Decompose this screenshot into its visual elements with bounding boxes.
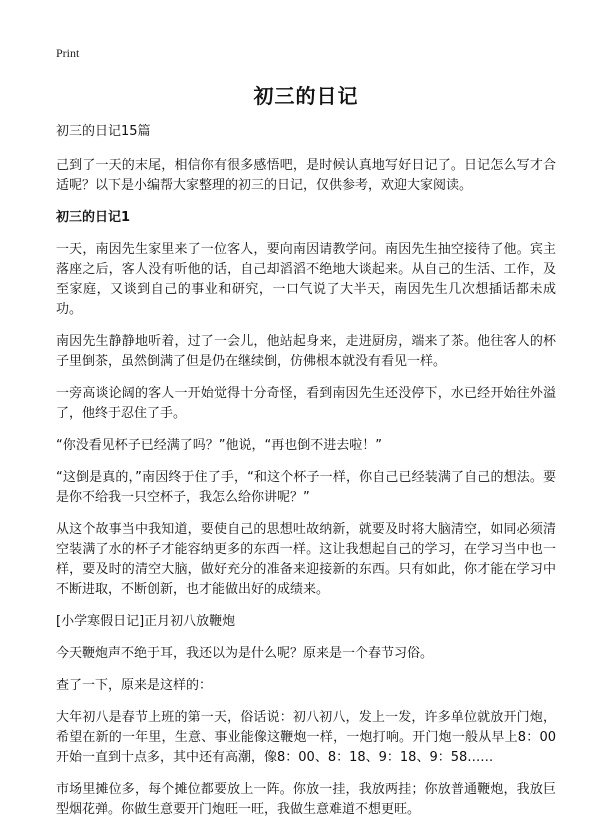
paragraph: 大年初八是春节上班的第一天，俗话说：初八初八，发上一发，许多单位就放开门炮，希望在新的一年里，生意、事业能像这鞭炮一样，一炮打响。开门炮一般从早上8：00开始一直到十点多，其中还有高潮，像8：00、8：18、9：18、9：58……	[56, 710, 556, 765]
paragraph: 南因先生静静地听着，过了一会儿，他站起身来，走进厨房，端来了茶。他往客人的杯子里倒茶，虽然倒满了但是仍在继续倒，仿佛根本就没有看见一样。	[56, 334, 556, 369]
paragraph: 一旁高谈论阔的客人一开始觉得十分奇怪，看到南因先生还没停下，水已经开始往外溢了，他终于忍住了手。	[56, 386, 556, 421]
paragraph: 从这个故事当中我知道，要使自己的思想吐故纳新，就要及时将大脑清空，如同必须清空装满了水的杯子才能容纳更多的东西一样。这让我想起自己的学习，在学习当中也一样，要及时的清空大脑，做好充分的准备来迎接新的东西。只有如此，你才能在学习中不断进取，不断创新，也才能做出好的成绩来。	[56, 522, 556, 597]
page-title: 初三的日记	[253, 84, 359, 108]
paragraph: 一天，南因先生家里来了一位客人，要向南因请教学问。南因先生抽空接待了他。宾主落座之后，客人没有听他的话，自己却滔滔不绝地大谈起来。从自己的生活、工作，及至家庭，又谈到自己的事业和研究，一口气说了大半天，南因先生几次想插话都未成功。	[56, 242, 556, 317]
paragraph: 查了一下，原来是这样的：	[56, 678, 213, 693]
section-heading-2: [小学寒假日记]正月初八放鞭炮	[56, 614, 236, 629]
paragraph: “这倒是真的，”南因终于住了手，“和这个杯子一样，你自己已经装满了自己的想法。要是你不给我一只空杯子，我怎么给你讲呢？”	[56, 470, 556, 505]
article-body	[56, 122, 556, 830]
article-subtitle: 初三的日记15篇	[56, 124, 151, 139]
intro-paragraph: 己到了一天的末尾，相信你有很多感悟吧，是时候认真地写好日记了。日记怎么写才合适呢？以下是小编帮大家整理的初三的日记，仅供参考，欢迎大家阅读。	[56, 158, 556, 193]
paragraph: 今天鞭炮声不绝于耳，我还以为是什么呢？原来是一个春节习俗。	[56, 646, 434, 661]
paragraph: “你没看见杯子已经满了吗？”他说，“再也倒不进去啦！”	[56, 438, 382, 453]
section-heading-1: 初三的日记1	[56, 210, 131, 225]
paragraph: 市场里摊位多，每个摊位都要放上一阵。你放一挂，我放两挂；你放普通鞭炮，我放巨型烟花弹。你做生意要开门炮旺一旺，我做生意难道不想更旺。	[56, 782, 556, 817]
print-label: Print	[56, 46, 80, 60]
